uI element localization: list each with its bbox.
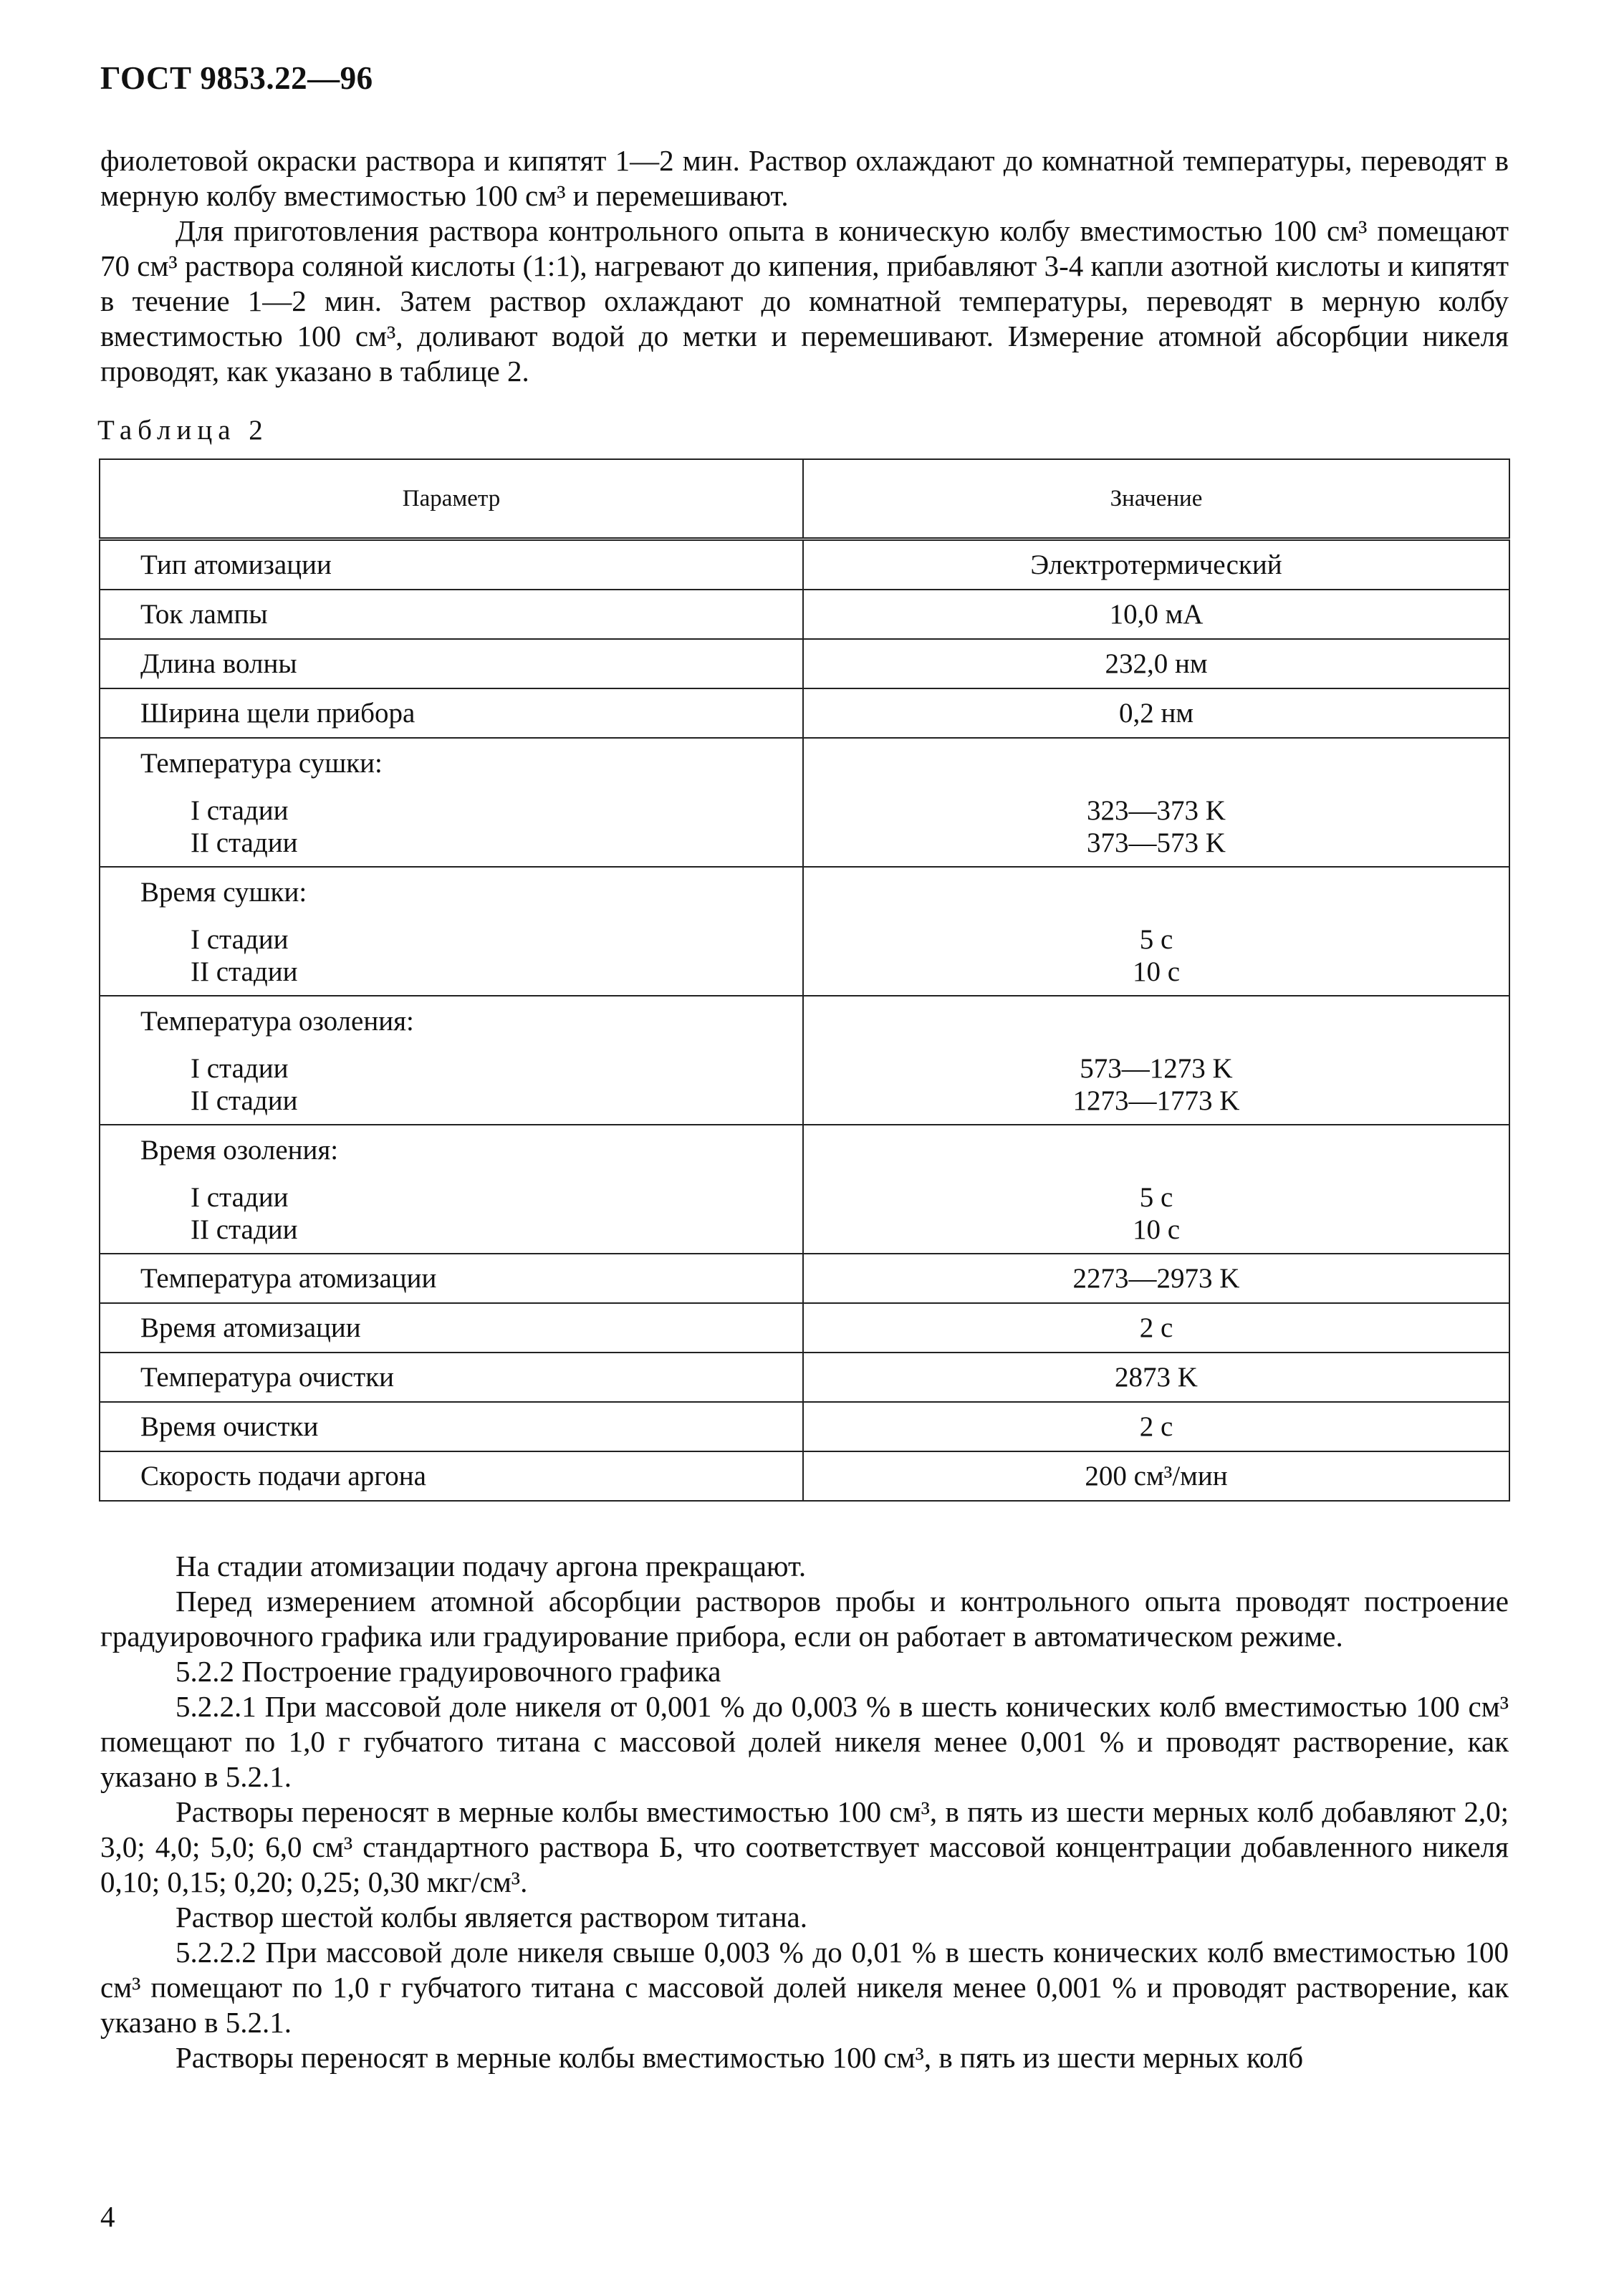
parameter-cell: Время очистки [100,1402,803,1451]
parameter-cell: Температура атомизации [100,1254,803,1303]
table-header-row [100,459,1509,539]
table-row [100,539,1509,590]
stage-label: I стадии [191,924,289,955]
stage-value: 323—373 K [1087,795,1226,826]
column-header-value: Значение [803,459,1509,539]
value-cell [803,1125,1509,1254]
parameter-cell: Температура очистки [100,1353,803,1402]
parameter-label: Время сушки: [140,877,307,908]
paragraph: фиолетовой окраски раствора и кипятят 1—2 мин. Раствор охлаждают до комнатной температуры, переводят в мерную колбу вместимостью 100 см³ и перемешивают. [100,144,1509,212]
stage-label: II стадии [191,1214,298,1245]
value-cell: 2873 K [803,1353,1509,1402]
table-row [100,1353,1509,1402]
value-cell [803,738,1509,867]
value-cell: 10,0 мА [803,590,1509,639]
paragraph: Перед измерением атомной абсорбции растворов пробы и контрольного опыта проводят построение градуировочного графика или градуирование прибора, если он работает в автоматическом режиме. [100,1585,1509,1653]
paragraph: 5.2.2.1 При массовой доле никеля от 0,001 % до 0,003 % в шесть конических колб вместимостью 100 см³ помещают по 1,0 г губчатого титана с массовой долей никеля менее 0,001 % и проводят растворение, как указано в 5.2.1. [100,1690,1509,1793]
stage-label: I стадии [191,795,289,826]
table-row [100,1303,1509,1353]
value-cell: 2273—2973 K [803,1254,1509,1303]
value-cell: 232,0 нм [803,639,1509,688]
table-row [100,639,1509,688]
document-header: ГОСТ 9853.22—96 [100,60,373,96]
parameter-cell: Ток лампы [100,590,803,639]
stage-label: II стадии [191,956,298,987]
parameter-label: Температура сушки: [140,748,383,779]
stage-value: 573—1273 K [1080,1053,1233,1084]
table-caption: Таблица 2 [97,415,269,446]
paragraph: 5.2.2.2 При массовой доле никеля свыше 0,003 % до 0,01 % в шесть конических колб вместимостью 100 см³ помещают по 1,0 г губчатого титана с массовой долей никеля менее 0,001 % и проводят растворение, как указано в 5.2.1. [100,1936,1509,2039]
stage-value: 5 с [1139,924,1173,955]
value-cell [803,996,1509,1125]
value-cell: Электротермический [803,539,1509,590]
stage-value: 10 с [1132,956,1181,987]
parameter-label: Температура озоления: [140,1006,414,1037]
table-row [100,590,1509,639]
paragraph: Раствор шестой колбы является раствором титана. [176,1901,808,1934]
parameter-cell: Время атомизации [100,1303,803,1353]
parameter-cell: Скорость подачи аргона [100,1451,803,1501]
stage-value: 1273—1773 K [1072,1085,1240,1116]
table-row [100,738,1509,867]
parameter-cell [100,867,803,996]
table-row [100,867,1509,996]
paragraph: На стадии атомизации подачу аргона прекращают. [176,1550,807,1582]
stage-label: I стадии [191,1182,289,1213]
value-cell: 200 см³/мин [803,1451,1509,1501]
parameter-cell [100,1125,803,1254]
table-row [100,996,1509,1125]
parameter-cell: Тип атомизации [100,539,803,590]
stage-label: II стадии [191,1085,298,1116]
parameter-cell [100,738,803,867]
section-heading: 5.2.2 Построение градуировочного графика [176,1655,721,1688]
page-number: 4 [100,2200,115,2233]
stage-label: II стадии [191,827,298,858]
intro-text [100,143,1509,389]
value-cell: 2 с [803,1303,1509,1353]
stage-value: 373—573 K [1087,827,1226,858]
paragraph: Растворы переносят в мерные колбы вместимостью 100 см³, в пять из шести мерных колб [176,2041,1304,2074]
parameter-cell: Ширина щели прибора [100,688,803,738]
table-row [100,1254,1509,1303]
table-row [100,688,1509,738]
value-cell: 2 с [803,1402,1509,1451]
stage-label: I стадии [191,1053,289,1084]
column-header-parameter: Параметр [100,459,803,539]
table-row [100,1125,1509,1254]
value-cell: 0,2 нм [803,688,1509,738]
parameter-cell [100,996,803,1125]
stage-value: 10 с [1132,1214,1181,1245]
parameter-label: Время озоления: [140,1135,339,1166]
parameter-cell: Длина волны [100,639,803,688]
paragraph: Для приготовления раствора контрольного опыта в коническую колбу вместимостью 100 см³ помещают 70 см³ раствора соляной кислоты (1:1), нагревают до кипения, прибавляют 3-4 капли азотной кислоты и кипятят в течение 1—2 мин. Затем раствор охлаждают до комнатной температуры, переводят в мерную колбу вместимостью 100 см³, доливают водой до метки и перемешивают. Измерение атомной абсорбции никеля проводят, как указано в таблице 2. [100,214,1509,388]
table-row [100,1402,1509,1451]
stage-value: 5 с [1139,1182,1173,1213]
value-cell [803,867,1509,996]
parameters-table [99,458,1510,1502]
table-row [100,1451,1509,1501]
paragraph: Растворы переносят в мерные колбы вместимостью 100 см³, в пять из шести мерных колб добавляют 2,0; 3,0; 4,0; 5,0; 6,0 см³ стандартного раствора Б, что соответствует массовой концентрации добавленного никеля 0,10; 0,15; 0,20; 0,25; 0,30 мкг/см³. [100,1795,1509,1898]
body-text [100,1549,1509,2075]
